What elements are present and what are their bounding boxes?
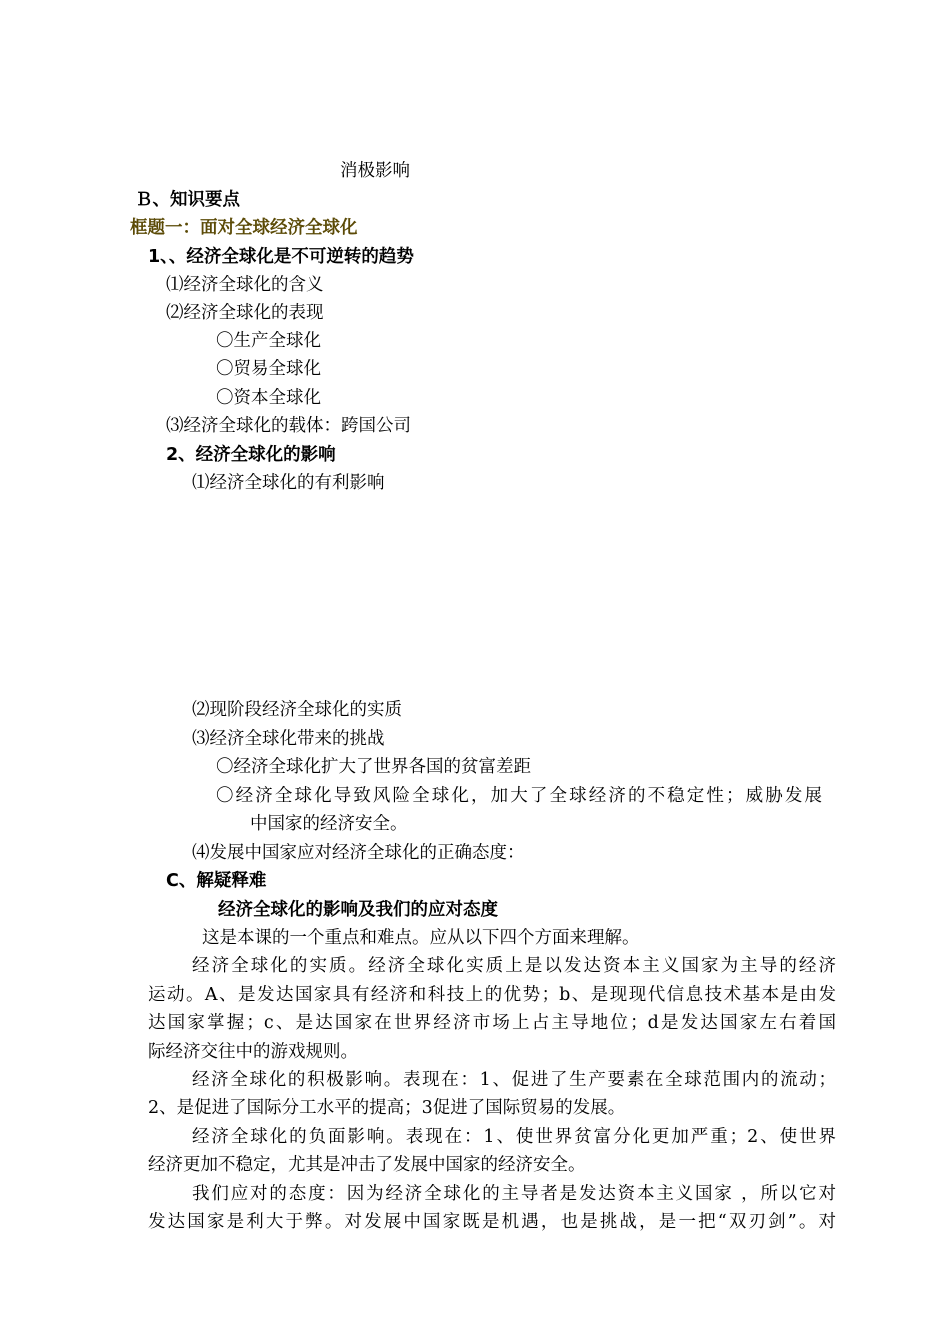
section-c-subtitle: 经济全球化的影响及我们的应对态度 [218, 900, 498, 920]
frame-title: 框题一：面对全球经济全球化 [130, 218, 358, 238]
para3-line2: 经济更加不稳定，尤其是冲击了发展中国家的经济安全。 [148, 1155, 586, 1175]
point2-title: 2、经济全球化的影响 [166, 445, 336, 465]
para4-line2: 发达国家是利大于弊。对发展中国家既是机遇，也是挑战，是一把“双刃剑”。对 [148, 1212, 836, 1232]
section-b-heading: Ｂ、知识要点 [135, 190, 240, 210]
para2-line1: 经济全球化的积极影响。表现在：1、促进了生产要素在全球范围内的流动； [192, 1070, 836, 1090]
point1-item3: ⑶经济全球化的载体：跨国公司 [166, 416, 411, 436]
bullet-capital: 〇资本全球化 [216, 388, 321, 408]
bullet-production: 〇生产全球化 [216, 331, 321, 351]
para2-line2: 2、是促进了国际分工水平的提高；3促进了国际贸易的发展。 [148, 1098, 626, 1118]
top-label: 消极影响 [340, 161, 410, 181]
para3-line1: 经济全球化的负面影响。表现在：1、使世界贫富分化更加严重；2、使世界 [192, 1127, 836, 1147]
para1-line2: 运动。A、是发达国家具有经济和科技上的优势；b、是现现代信息技术基本是由发 [148, 985, 836, 1005]
point1-item2: ⑵经济全球化的表现 [166, 303, 324, 323]
challenge-2-line1: 〇经济全球化导致风险全球化，加大了全球经济的不稳定性；威胁发展 [216, 786, 822, 806]
para1-line3: 达国家掌握；c、是达国家在世界经济市场上占主导地位；d是发达国家左右着国 [148, 1013, 836, 1033]
section-c-intro: 这是本课的一个重点和难点。应从以下四个方面来理解。 [202, 928, 640, 948]
section-c-heading: C、解疑释难 [166, 871, 267, 891]
challenge-2-line2: 中国家的经济安全。 [250, 814, 408, 834]
point2-item2: ⑵现阶段经济全球化的实质 [192, 700, 402, 720]
bullet-trade: 〇贸易全球化 [216, 359, 321, 379]
para1-line4: 际经济交往中的游戏规则。 [148, 1042, 358, 1062]
point2-item4: ⑷发展中国家应对经济全球化的正确态度： [192, 843, 525, 863]
challenge-1: 〇经济全球化扩大了世界各国的贫富差距 [216, 757, 531, 777]
point1-title: 1、、经济全球化是不可逆转的趋势 [148, 247, 414, 267]
para1-line1: 经济全球化的实质。经济全球化实质上是以发达资本主义国家为主导的经济 [192, 956, 836, 976]
point2-item1: ⑴经济全球化的有利影响 [192, 473, 385, 493]
point2-item3: ⑶经济全球化带来的挑战 [192, 729, 385, 749]
point1-item1: ⑴经济全球化的含义 [166, 275, 324, 295]
para4-line1: 我们应对的态度：因为经济全球化的主导者是发达资本主义国家 ，所以它对 [192, 1184, 836, 1204]
